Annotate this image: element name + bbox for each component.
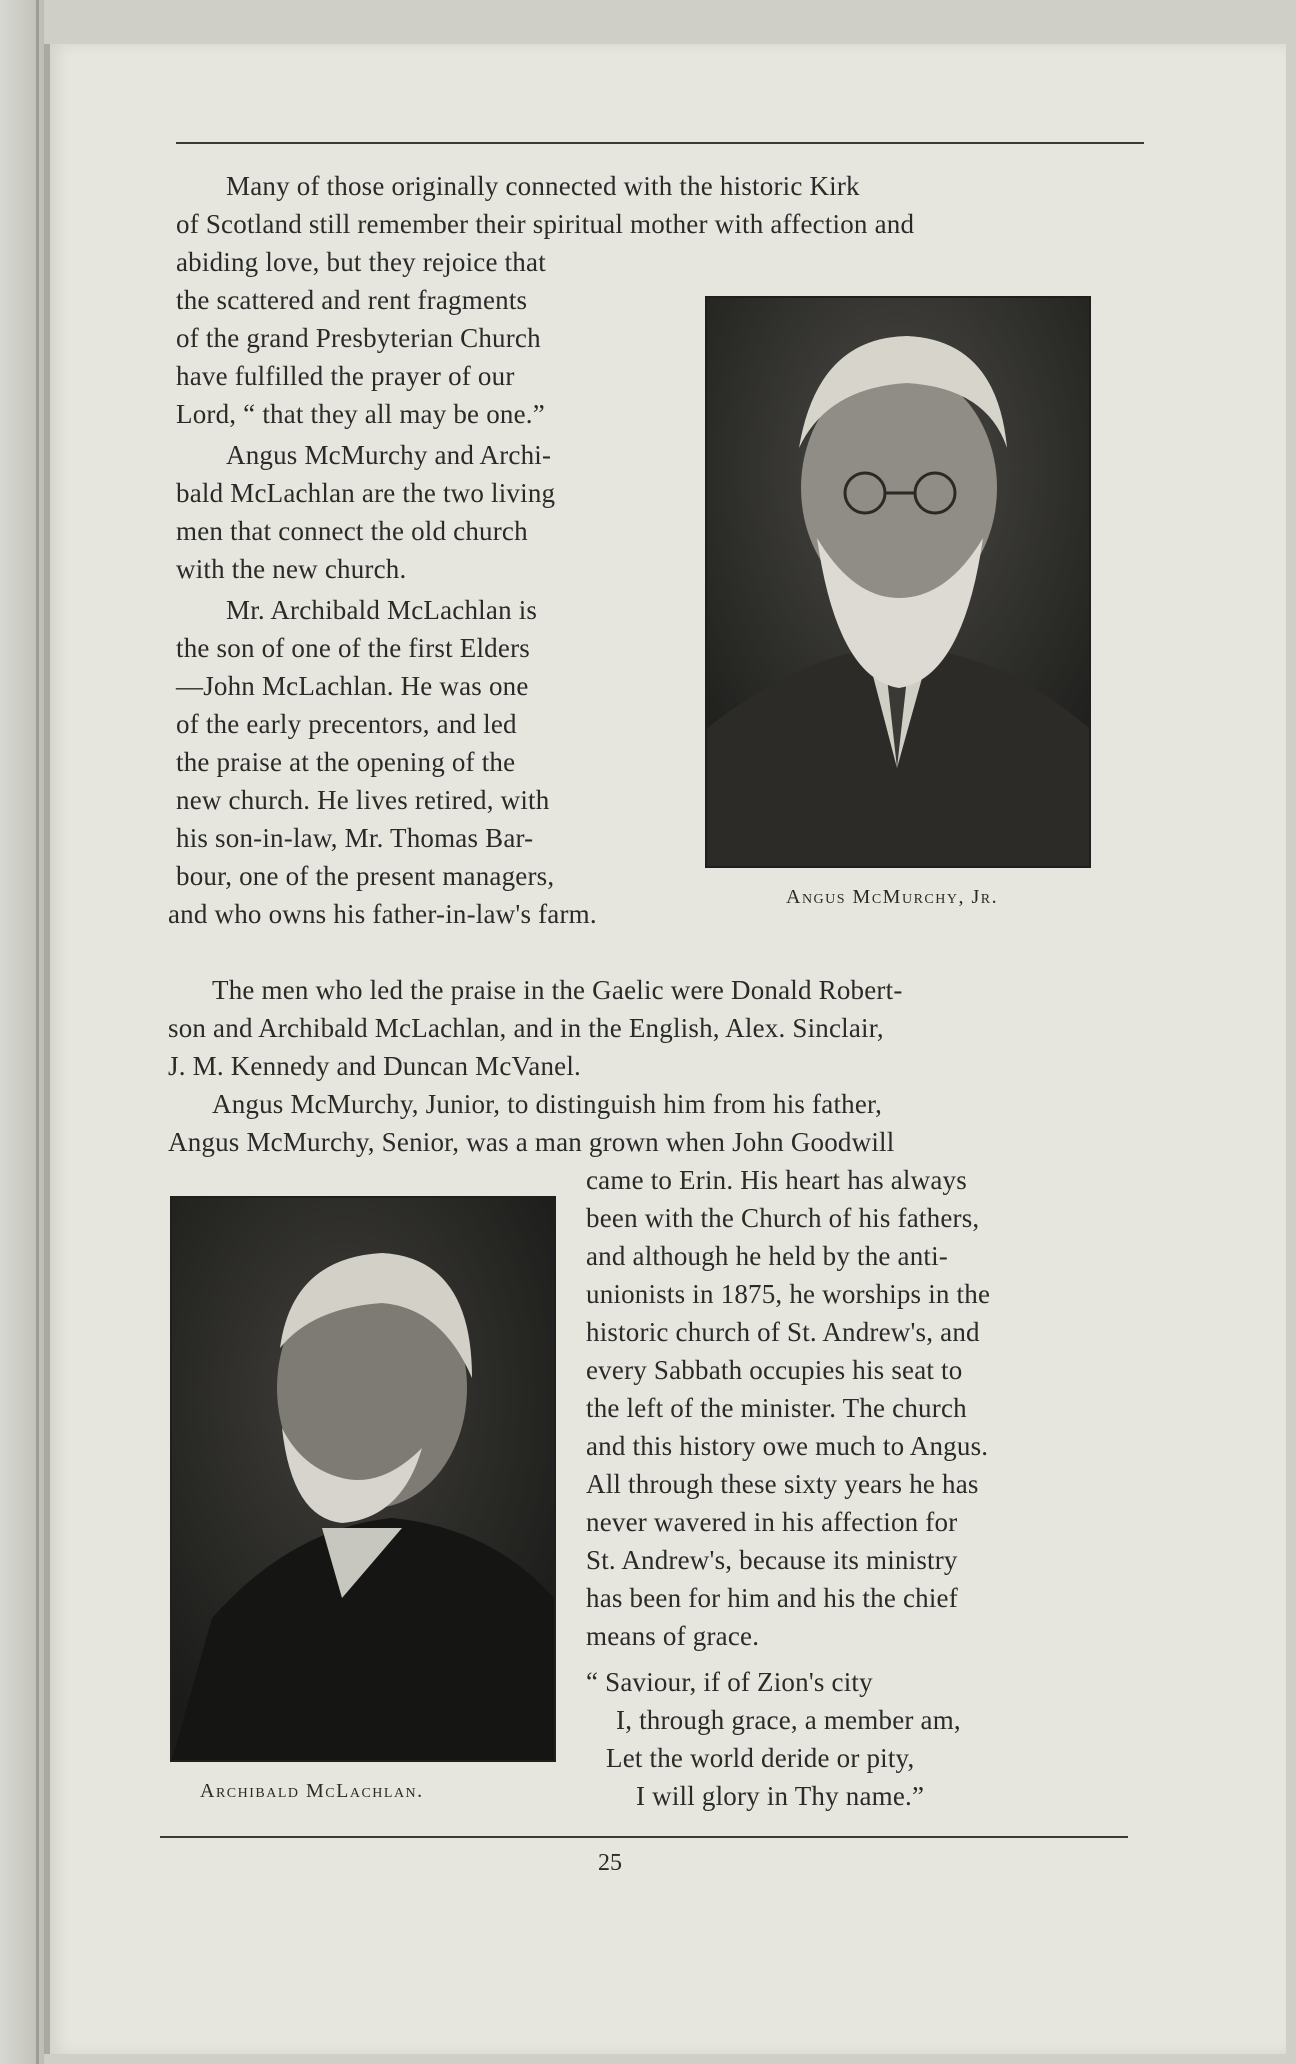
- text-line: Angus McMurchy, Junior, to distinguish him from his father,: [212, 1089, 883, 1119]
- text-line: and this history owe much to Angus.: [586, 1431, 989, 1461]
- page-number: 25: [598, 1850, 622, 1876]
- top-rule: [176, 142, 1144, 144]
- text-line: means of grace.: [586, 1621, 760, 1651]
- portrait-archibald-image: [172, 1198, 554, 1760]
- portrait-angus-image: [707, 298, 1089, 866]
- text-line: Lord, “ that they all may be one.”: [176, 399, 545, 429]
- text-line: J. M. Kennedy and Duncan McVanel.: [168, 1051, 581, 1081]
- book-page: [44, 44, 1286, 2054]
- text-line: Many of those originally connected with the historic Kirk: [226, 171, 860, 201]
- poem-line: Let the world deride or pity,: [606, 1743, 915, 1773]
- portrait-angus-mcmurchy: [705, 296, 1091, 868]
- poem-line: I will glory in Thy name.”: [636, 1781, 925, 1811]
- text-line: the son of one of the first Elders: [176, 633, 530, 663]
- text-line: came to Erin. His heart has always: [586, 1165, 967, 1195]
- text-line: bald McLachlan are the two living: [176, 478, 556, 508]
- poem-line: “ Saviour, if of Zion's city: [586, 1667, 873, 1697]
- text-line: new church. He lives retired, with: [176, 785, 550, 815]
- text-line: Angus McMurchy and Archi-: [226, 440, 552, 470]
- text-line: the praise at the opening of the: [176, 747, 516, 777]
- book-gutter: [0, 0, 44, 2064]
- text-line: have fulfilled the prayer of our: [176, 361, 515, 391]
- text-line: been with the Church of his fathers,: [586, 1203, 980, 1233]
- text-line: Angus McMurchy, Senior, was a man grown when John Goodwill: [168, 1127, 895, 1157]
- text-line: of Scotland still remember their spiritual mother with affection and: [176, 209, 915, 239]
- text-line: of the early precentors, and led: [176, 709, 517, 739]
- poem-line: I, through grace, a member am,: [616, 1705, 961, 1735]
- text-line: every Sabbath occupies his seat to: [586, 1355, 963, 1385]
- text-line: has been for him and his the chief: [586, 1583, 958, 1613]
- text-line: and who owns his father-in-law's farm.: [168, 899, 597, 929]
- text-line: of the grand Presbyterian Church: [176, 323, 541, 353]
- portrait-archibald-mclachlan: [170, 1196, 556, 1762]
- caption-archibald: Archibald McLachlan.: [200, 1780, 424, 1802]
- text-line: with the new church.: [176, 554, 407, 584]
- text-line: Mr. Archibald McLachlan is: [226, 595, 538, 625]
- text-line: his son-in-law, Mr. Thomas Bar-: [176, 823, 534, 853]
- text-line: abiding love, but they rejoice that: [176, 247, 546, 277]
- text-line: All through these sixty years he has: [586, 1469, 979, 1499]
- text-line: —John McLachlan. He was one: [176, 671, 529, 701]
- text-line: the scattered and rent fragments: [176, 285, 528, 315]
- text-line: St. Andrew's, because its ministry: [586, 1545, 958, 1575]
- caption-angus: Angus McMurchy, Jr.: [786, 886, 999, 908]
- text-line: historic church of St. Andrew's, and: [586, 1317, 980, 1347]
- bottom-rule: [160, 1836, 1128, 1838]
- text-line: The men who led the praise in the Gaelic were Donald Robert-: [212, 975, 903, 1005]
- text-line: son and Archibald McLachlan, and in the English, Alex. Sinclair,: [168, 1013, 884, 1043]
- text-line: bour, one of the present managers,: [176, 861, 555, 891]
- text-line: never wavered in his affection for: [586, 1507, 958, 1537]
- text-line: the left of the minister. The church: [586, 1393, 967, 1423]
- text-line: and although he held by the anti-: [586, 1241, 949, 1271]
- text-line: unionists in 1875, he worships in the: [586, 1279, 991, 1309]
- text-line: men that connect the old church: [176, 516, 528, 546]
